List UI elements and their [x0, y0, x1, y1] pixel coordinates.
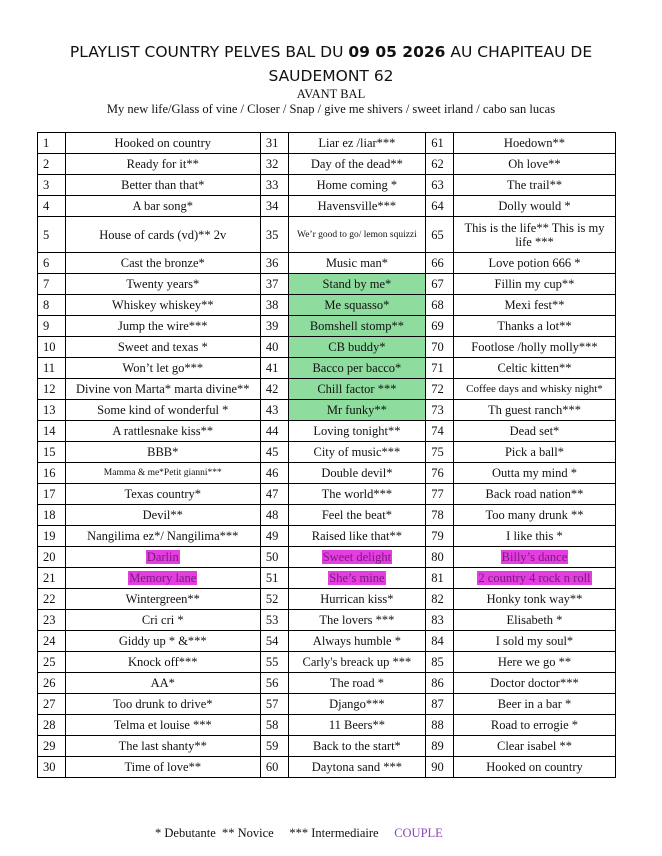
- song-title-cell: 11 Beers**: [288, 715, 426, 736]
- couple-song-title: Memory lane: [129, 571, 197, 585]
- song-number: 81: [426, 568, 454, 589]
- song-title-cell: Coffee days and whisky night*: [453, 379, 615, 400]
- song-title-cell: Bomshell stomp**: [288, 316, 426, 337]
- song-number: 11: [38, 358, 66, 379]
- song-number: 54: [260, 631, 288, 652]
- song-number: 44: [260, 421, 288, 442]
- song-number: 65: [426, 217, 454, 253]
- song-title-cell: Dead set*: [453, 421, 615, 442]
- song-title-cell: Knock off***: [65, 652, 260, 673]
- song-number: 9: [38, 316, 66, 337]
- song-title-cell: A bar song*: [65, 196, 260, 217]
- song-number: 17: [38, 484, 66, 505]
- song-title-cell: Th guest ranch***: [453, 400, 615, 421]
- document-title: [0, 40, 662, 88]
- song-title-cell: The road *: [288, 673, 426, 694]
- song-number: 71: [426, 358, 454, 379]
- song-number: 57: [260, 694, 288, 715]
- song-number: 87: [426, 694, 454, 715]
- song-number: 10: [38, 337, 66, 358]
- song-title-cell: I sold my soul*: [453, 631, 615, 652]
- table-row: [38, 652, 616, 673]
- subtitle: AVANT BAL: [296, 87, 366, 101]
- song-title-cell: Mr funky**: [288, 400, 426, 421]
- song-title-cell: Carly's breack up ***: [288, 652, 426, 673]
- song-number: 19: [38, 526, 66, 547]
- song-number: 73: [426, 400, 454, 421]
- song-title-cell: Sweet and texas *: [65, 337, 260, 358]
- song-number: 61: [426, 133, 454, 154]
- table-row: [38, 694, 616, 715]
- song-number: 52: [260, 589, 288, 610]
- song-number: 36: [260, 253, 288, 274]
- legend-novice: ** Novice: [222, 826, 274, 840]
- title-line-2: SAUDEMONT 62: [268, 67, 394, 85]
- table-row: [38, 217, 616, 253]
- song-title-cell: Wintergreen**: [65, 589, 260, 610]
- song-title-cell: The lovers ***: [288, 610, 426, 631]
- table-row: [38, 358, 616, 379]
- song-title-cell: [288, 568, 426, 589]
- table-row: [38, 175, 616, 196]
- table-row: [38, 196, 616, 217]
- song-number: 1: [38, 133, 66, 154]
- song-number: 43: [260, 400, 288, 421]
- song-title-cell: Back road nation**: [453, 484, 615, 505]
- song-title-cell: Mexi fest**: [453, 295, 615, 316]
- song-number: 30: [38, 757, 66, 778]
- song-number: 7: [38, 274, 66, 295]
- song-title-cell: Here we go **: [453, 652, 615, 673]
- song-number: 63: [426, 175, 454, 196]
- song-title-cell: I like this *: [453, 526, 615, 547]
- song-title-cell: The trail**: [453, 175, 615, 196]
- song-number: 56: [260, 673, 288, 694]
- song-number: 68: [426, 295, 454, 316]
- song-title-cell: Fillin my cup**: [453, 274, 615, 295]
- song-number: 4: [38, 196, 66, 217]
- song-title-cell: [453, 547, 615, 568]
- song-number: 41: [260, 358, 288, 379]
- song-title-cell: Time of love**: [65, 757, 260, 778]
- song-number: 25: [38, 652, 66, 673]
- song-number: 53: [260, 610, 288, 631]
- table-row: [38, 253, 616, 274]
- table-row: [38, 337, 616, 358]
- table-row: [38, 610, 616, 631]
- song-title-cell: We’r good to go/ lemon squizzi: [288, 217, 426, 253]
- song-title-cell: Footlose /holly molly***: [453, 337, 615, 358]
- song-number: 8: [38, 295, 66, 316]
- song-title-cell: [65, 547, 260, 568]
- song-number: 90: [426, 757, 454, 778]
- song-number: 3: [38, 175, 66, 196]
- song-number: 13: [38, 400, 66, 421]
- table-row: [38, 715, 616, 736]
- table-row: [38, 736, 616, 757]
- song-number: 35: [260, 217, 288, 253]
- legend-intermediaire: *** Intermediaire: [289, 826, 379, 840]
- song-number: 27: [38, 694, 66, 715]
- song-title-cell: Mamma & me*Petit gianni***: [65, 463, 260, 484]
- song-title-cell: The last shanty**: [65, 736, 260, 757]
- song-number: 66: [426, 253, 454, 274]
- song-number: 84: [426, 631, 454, 652]
- song-title-cell: Celtic kitten**: [453, 358, 615, 379]
- song-title-cell: Road to errogie *: [453, 715, 615, 736]
- song-title-cell: AA*: [65, 673, 260, 694]
- song-title-cell: Home coming *: [288, 175, 426, 196]
- song-title-cell: Day of the dead**: [288, 154, 426, 175]
- song-number: 34: [260, 196, 288, 217]
- song-number: 75: [426, 442, 454, 463]
- legend: [155, 826, 443, 841]
- song-title-cell: Havensville***: [288, 196, 426, 217]
- song-title-cell: Hooked on country: [453, 757, 615, 778]
- song-title-cell: Won’t let go***: [65, 358, 260, 379]
- song-title-cell: Bacco per bacco*: [288, 358, 426, 379]
- song-number: 55: [260, 652, 288, 673]
- song-number: 28: [38, 715, 66, 736]
- event-date: 09 05 2026: [348, 43, 446, 61]
- song-title-cell: [288, 547, 426, 568]
- couple-song-title: Sweet delight: [322, 550, 392, 564]
- song-title-cell: Whiskey whiskey**: [65, 295, 260, 316]
- song-number: 49: [260, 526, 288, 547]
- song-title-cell: Pick a ball*: [453, 442, 615, 463]
- song-title-cell: Honky tonk way**: [453, 589, 615, 610]
- pre-ball-song-list: My new life/Glass of vine / Closer / Snap / give me shivers / sweet irland / cabo san lucas: [106, 102, 556, 116]
- song-title-cell: Me squasso*: [288, 295, 426, 316]
- song-title-cell: Twenty years*: [65, 274, 260, 295]
- song-title-cell: Telma et louise ***: [65, 715, 260, 736]
- song-number: 60: [260, 757, 288, 778]
- song-title-cell: Hurrican kiss*: [288, 589, 426, 610]
- song-number: 58: [260, 715, 288, 736]
- song-number: 80: [426, 547, 454, 568]
- song-number: 88: [426, 715, 454, 736]
- playlist-table: [37, 132, 616, 778]
- song-title-cell: Liar ez /liar***: [288, 133, 426, 154]
- song-number: 64: [426, 196, 454, 217]
- couple-song-title: Billy’s dance: [501, 550, 568, 564]
- song-title-cell: Feel the beat*: [288, 505, 426, 526]
- song-title-cell: [453, 568, 615, 589]
- song-title-cell: Django***: [288, 694, 426, 715]
- song-title-cell: Thanks a lot**: [453, 316, 615, 337]
- song-number: 40: [260, 337, 288, 358]
- song-number: 16: [38, 463, 66, 484]
- song-title-cell: Loving tonight**: [288, 421, 426, 442]
- table-row: [38, 547, 616, 568]
- song-number: 51: [260, 568, 288, 589]
- song-number: 23: [38, 610, 66, 631]
- song-number: 2: [38, 154, 66, 175]
- song-title-cell: Daytona sand ***: [288, 757, 426, 778]
- song-title-cell: Chill factor ***: [288, 379, 426, 400]
- song-title-cell: Always humble *: [288, 631, 426, 652]
- song-number: 42: [260, 379, 288, 400]
- song-number: 70: [426, 337, 454, 358]
- song-number: 29: [38, 736, 66, 757]
- table-row: [38, 133, 616, 154]
- song-title-cell: Clear isabel **: [453, 736, 615, 757]
- song-number: 67: [426, 274, 454, 295]
- table-row: [38, 526, 616, 547]
- song-title-cell: Oh love**: [453, 154, 615, 175]
- song-title-cell: A rattlesnake kiss**: [65, 421, 260, 442]
- song-title-cell: Better than that*: [65, 175, 260, 196]
- song-number: 21: [38, 568, 66, 589]
- song-number: 5: [38, 217, 66, 253]
- song-title-cell: Jump the wire***: [65, 316, 260, 337]
- song-number: 12: [38, 379, 66, 400]
- song-title-cell: Too drunk to drive*: [65, 694, 260, 715]
- song-title-cell: Devil**: [65, 505, 260, 526]
- table-row: [38, 505, 616, 526]
- song-number: 85: [426, 652, 454, 673]
- song-title-cell: Divine von Marta* marta divine**: [65, 379, 260, 400]
- song-title-cell: Texas country*: [65, 484, 260, 505]
- table-row: [38, 757, 616, 778]
- song-number: 6: [38, 253, 66, 274]
- song-title-cell: Hoedown**: [453, 133, 615, 154]
- song-number: 22: [38, 589, 66, 610]
- playlist-body: [38, 133, 616, 778]
- song-number: 32: [260, 154, 288, 175]
- song-title-cell: Giddy up * &***: [65, 631, 260, 652]
- song-number: 77: [426, 484, 454, 505]
- title-line-1: [0, 40, 662, 64]
- legend-couple: COUPLE: [394, 826, 443, 840]
- table-row: [38, 568, 616, 589]
- title-text-end: AU CHAPITEAU DE: [445, 43, 593, 61]
- song-number: 50: [260, 547, 288, 568]
- song-title-cell: Ready for it**: [65, 154, 260, 175]
- song-title-cell: Beer in a bar *: [453, 694, 615, 715]
- table-row: [38, 484, 616, 505]
- song-title-cell: [65, 568, 260, 589]
- song-number: 18: [38, 505, 66, 526]
- song-number: 82: [426, 589, 454, 610]
- title-text-start: PLAYLIST COUNTRY PELVES BAL DU: [69, 43, 349, 61]
- table-row: [38, 316, 616, 337]
- song-number: 72: [426, 379, 454, 400]
- song-number: 15: [38, 442, 66, 463]
- song-number: 24: [38, 631, 66, 652]
- table-row: [38, 442, 616, 463]
- song-title-cell: Cast the bronze*: [65, 253, 260, 274]
- song-title-cell: House of cards (vd)** 2v: [65, 217, 260, 253]
- couple-song-title: She’s mine: [329, 571, 385, 585]
- song-number: 20: [38, 547, 66, 568]
- song-title-cell: Raised like that**: [288, 526, 426, 547]
- couple-song-title: 2 country 4 rock n roll: [478, 571, 591, 585]
- song-title-cell: The world***: [288, 484, 426, 505]
- song-number: 48: [260, 505, 288, 526]
- song-title-cell: CB buddy*: [288, 337, 426, 358]
- table-row: [38, 421, 616, 442]
- song-number: 89: [426, 736, 454, 757]
- song-title-cell: Dolly would *: [453, 196, 615, 217]
- song-number: 76: [426, 463, 454, 484]
- song-number: 74: [426, 421, 454, 442]
- table-row: [38, 673, 616, 694]
- table-row: [38, 631, 616, 652]
- song-number: 37: [260, 274, 288, 295]
- song-number: 46: [260, 463, 288, 484]
- couple-song-title: Darlin: [146, 550, 179, 564]
- song-title-cell: Some kind of wonderful *: [65, 400, 260, 421]
- song-title-cell: Doctor doctor***: [453, 673, 615, 694]
- table-row: [38, 295, 616, 316]
- song-title-cell: Music man*: [288, 253, 426, 274]
- table-row: [38, 379, 616, 400]
- song-number: 78: [426, 505, 454, 526]
- song-number: 59: [260, 736, 288, 757]
- song-number: 86: [426, 673, 454, 694]
- song-number: 33: [260, 175, 288, 196]
- legend-debutante: * Debutante: [155, 826, 216, 840]
- song-number: 45: [260, 442, 288, 463]
- song-number: 79: [426, 526, 454, 547]
- song-title-cell: Nangilima ez*/ Nangilima***: [65, 526, 260, 547]
- song-title-cell: Love potion 666 *: [453, 253, 615, 274]
- song-title-cell: Elisabeth *: [453, 610, 615, 631]
- song-number: 62: [426, 154, 454, 175]
- song-number: 14: [38, 421, 66, 442]
- song-number: 47: [260, 484, 288, 505]
- song-title-cell: Stand by me*: [288, 274, 426, 295]
- song-number: 39: [260, 316, 288, 337]
- table-row: [38, 589, 616, 610]
- table-row: [38, 154, 616, 175]
- song-number: 69: [426, 316, 454, 337]
- table-row: [38, 274, 616, 295]
- song-number: 38: [260, 295, 288, 316]
- song-number: 26: [38, 673, 66, 694]
- table-row: [38, 400, 616, 421]
- song-title-cell: Outta my mind *: [453, 463, 615, 484]
- song-title-cell: Hooked on country: [65, 133, 260, 154]
- song-number: 31: [260, 133, 288, 154]
- song-title-cell: Cri cri *: [65, 610, 260, 631]
- song-title-cell: This is the life** This is my life ***: [453, 217, 615, 253]
- table-row: [38, 463, 616, 484]
- song-title-cell: BBB*: [65, 442, 260, 463]
- song-title-cell: Double devil*: [288, 463, 426, 484]
- song-title-cell: Too many drunk **: [453, 505, 615, 526]
- song-title-cell: City of music***: [288, 442, 426, 463]
- song-number: 83: [426, 610, 454, 631]
- song-title-cell: Back to the start*: [288, 736, 426, 757]
